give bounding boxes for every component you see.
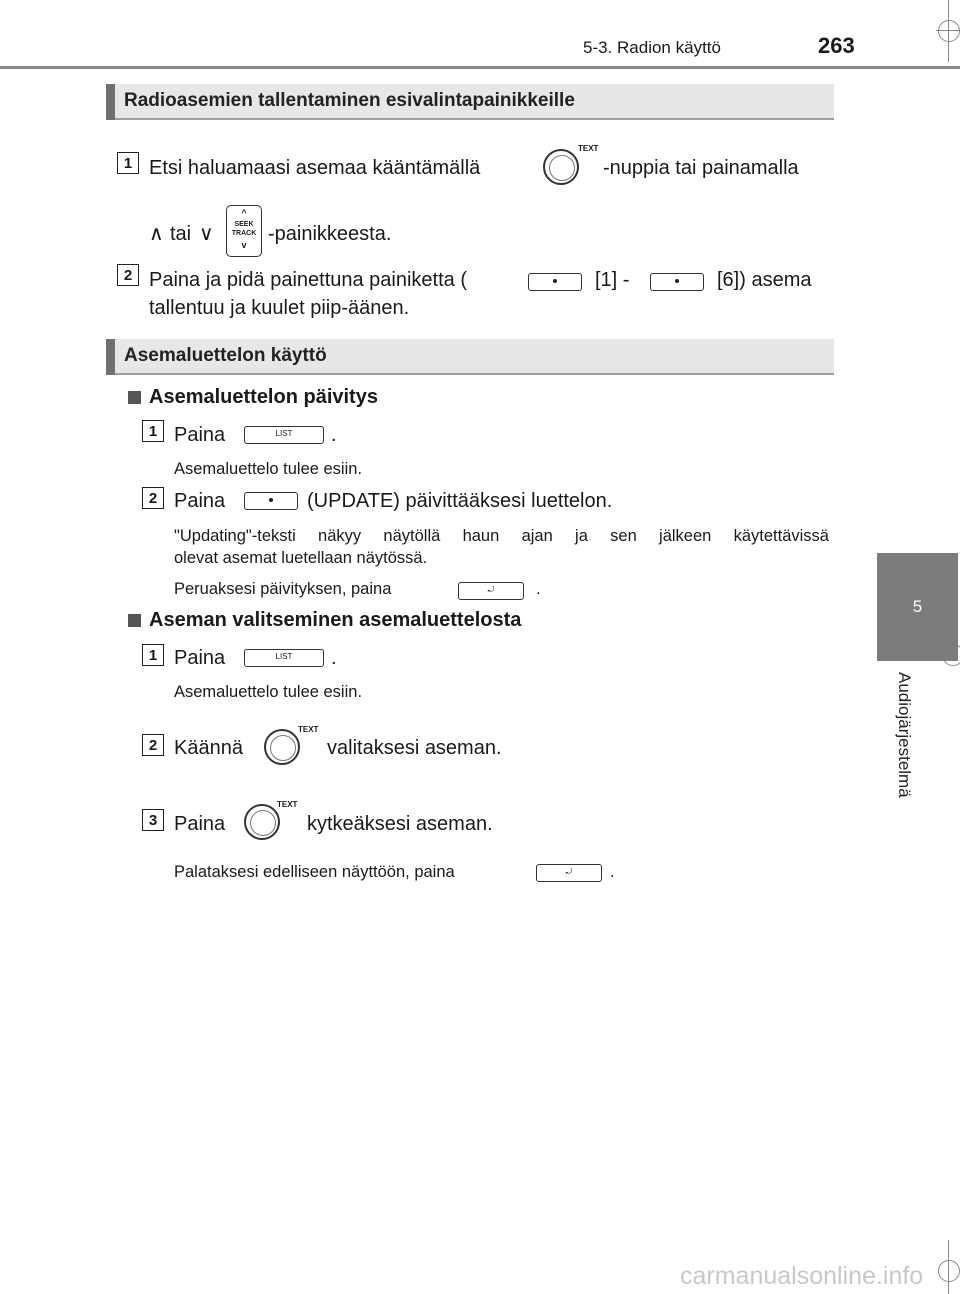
bullet-square-icon: [128, 614, 141, 627]
knob-text-label: TEXT: [578, 144, 599, 153]
chapter-number: 5: [912, 597, 923, 616]
section-heading-bar: [106, 84, 834, 120]
preset-button-icon: [528, 273, 582, 291]
step-note: Peruaksesi päivityksen, paina: [174, 580, 392, 598]
crop-mark: [948, 1240, 949, 1294]
header-rule: [0, 66, 960, 69]
step-number: 1: [117, 152, 139, 174]
back-button-icon: [536, 864, 602, 882]
step-text: valitaksesi aseman.: [327, 737, 502, 759]
period: .: [536, 580, 541, 598]
list-label: LIST: [275, 652, 293, 661]
step-text: -nuppia tai painamalla: [603, 157, 799, 179]
down-symbol: ∨: [199, 223, 214, 245]
list-label: LIST: [275, 429, 293, 438]
step-text: -painikkeesta.: [268, 223, 392, 245]
step-text: [1] -: [595, 269, 630, 291]
knob-text-label: TEXT: [298, 725, 319, 734]
list-button-icon: [244, 649, 324, 667]
seek-track-button-icon: [226, 205, 262, 257]
seek-up-chevron-icon: ^: [241, 208, 247, 218]
knob-text-label: TEXT: [277, 800, 298, 809]
tune-knob-icon: [543, 149, 579, 185]
step-text: Käännä: [174, 737, 243, 759]
track-label: TRACK: [231, 230, 257, 237]
chapter-tab: [877, 553, 958, 661]
period: .: [331, 424, 337, 446]
step-text: [6]) asema: [717, 269, 812, 291]
step-text: kytkeäksesi aseman.: [307, 813, 493, 835]
crop-circle: [938, 1260, 960, 1282]
step-number: 2: [142, 734, 164, 756]
back-button-icon: [458, 582, 524, 600]
step-text: Paina: [174, 424, 226, 446]
step-text: Paina: [174, 490, 226, 512]
step-number: 3: [142, 809, 164, 831]
step-note: Asemaluettelo tulee esiin.: [174, 683, 363, 701]
crop-circle: [938, 20, 960, 42]
chapter-title: Audiojärjestelmä: [895, 672, 914, 798]
step-note: Palataksesi edelliseen näyttöön, paina: [174, 863, 455, 881]
page-number: 263: [818, 33, 855, 58]
section-title: 5-3. Radion käyttö: [583, 38, 721, 57]
preset-button-icon: [650, 273, 704, 291]
section-heading-bar: [106, 339, 834, 375]
step-text: Etsi haluamaasi asemaa kääntämällä: [149, 157, 481, 179]
step-number: 2: [142, 487, 164, 509]
step-note: olevat asemat luetellaan näytössä.: [174, 549, 428, 567]
period: .: [331, 647, 337, 669]
bullet-square-icon: [128, 391, 141, 404]
or-text: tai: [170, 223, 192, 245]
step-number: 2: [117, 264, 139, 286]
section-heading: Asemaluettelon käyttö: [124, 345, 327, 366]
watermark: carmanualsonline.info: [680, 1262, 924, 1290]
seek-down-chevron-icon: v: [241, 240, 247, 250]
step-text: Paina ja pidä painettuna painiketta (: [149, 269, 468, 291]
period: .: [610, 863, 615, 881]
seek-label: SEEK: [234, 221, 254, 228]
tune-knob-icon: [264, 729, 300, 765]
tune-knob-icon: [244, 804, 280, 840]
step-number: 1: [142, 644, 164, 666]
list-button-icon: [244, 426, 324, 444]
back-arrow-icon: ⤾: [487, 585, 495, 594]
step-note: Asemaluettelo tulee esiin.: [174, 460, 363, 478]
subsection-heading: Aseman valitseminen asemaluettelosta: [149, 609, 522, 631]
subsection-heading: Asemaluettelon päivitys: [149, 386, 378, 408]
step-text: (UPDATE) päivittääksesi luettelon.: [307, 490, 613, 512]
update-button-icon: [244, 492, 298, 510]
up-symbol: ∧: [149, 223, 164, 245]
back-arrow-icon: ⤾: [565, 867, 573, 876]
step-text: Paina: [174, 813, 226, 835]
step-number: 1: [142, 420, 164, 442]
step-text: Paina: [174, 647, 226, 669]
section-heading: Radioasemien tallentaminen esivalintapainikkeille: [124, 90, 575, 111]
step-note: "Updating"-teksti näkyy näytöllä haun ajan ja sen jälkeen käytettävissä: [174, 527, 829, 545]
step-text: tallentuu ja kuulet piip-äänen.: [149, 297, 410, 319]
